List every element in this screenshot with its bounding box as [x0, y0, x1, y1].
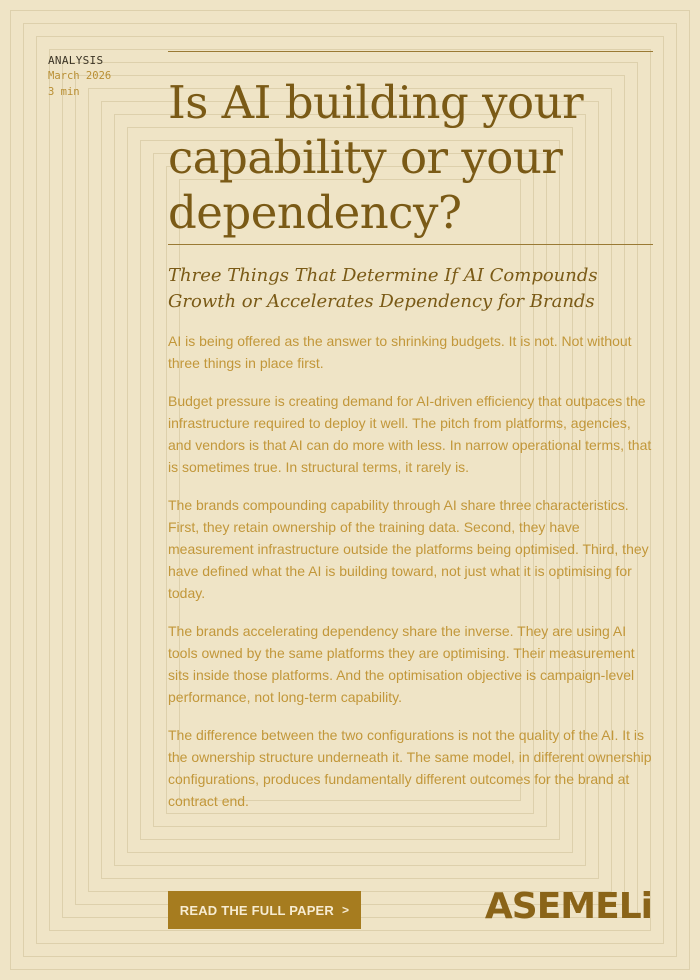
body-paragraph: AI is being offered as the answer to shrinking budgets. It is not. Not without three things in place first.: [168, 333, 632, 371]
body-paragraph: Budget pressure is creating demand for AI-driven efficiency that outpaces the infrastructure required to deploy it well. The pitch from platforms, agencies, and vendors is that AI can do more with less. In narrow operational terms, that is sometimes true. In structural terms, it rarely is.: [168, 393, 652, 475]
body-paragraph: The difference between the two configurations is not the quality of the AI. It is the ownership structure underneath it. The same model, in different ownership configurations, produces fundamentally different outcomes for the brand at contract end.: [168, 727, 652, 809]
body-paragraph: The brands accelerating dependency share the inverse. They are using AI tools owned by the same platforms they are optimising. Their measurement sits inside those platforms. And the optimisation objective is campaign-level performance, not long-term capability.: [168, 623, 635, 705]
body-paragraph: The brands compounding capability through AI share three characteristics. First, they retain ownership of the training data. Second, they have measurement infrastructure outside the platforms being optimised. Third, they have defined what the AI is building toward, not just what it is optimising for today.: [168, 497, 649, 601]
page-title: Is AI building your capability or your dependency?: [168, 76, 584, 239]
article-body: [168, 330, 656, 828]
brand-logo: ASEMELi: [484, 886, 652, 927]
cta-label: READ THE FULL PAPER: [179, 902, 335, 918]
article-meta: [48, 54, 111, 100]
chevron-right-icon: >: [342, 903, 350, 917]
read-time: 3 min: [48, 86, 80, 98]
top-divider: [168, 51, 653, 52]
page-subtitle: Three Things That Determine If AI Compounds Growth or Accelerates Dependency for Brands: [168, 265, 598, 312]
title-divider: [168, 244, 653, 245]
publish-date: March 2026: [48, 70, 112, 82]
read-full-paper-button[interactable]: [168, 891, 361, 929]
category-label: ANALYSIS: [48, 54, 104, 67]
